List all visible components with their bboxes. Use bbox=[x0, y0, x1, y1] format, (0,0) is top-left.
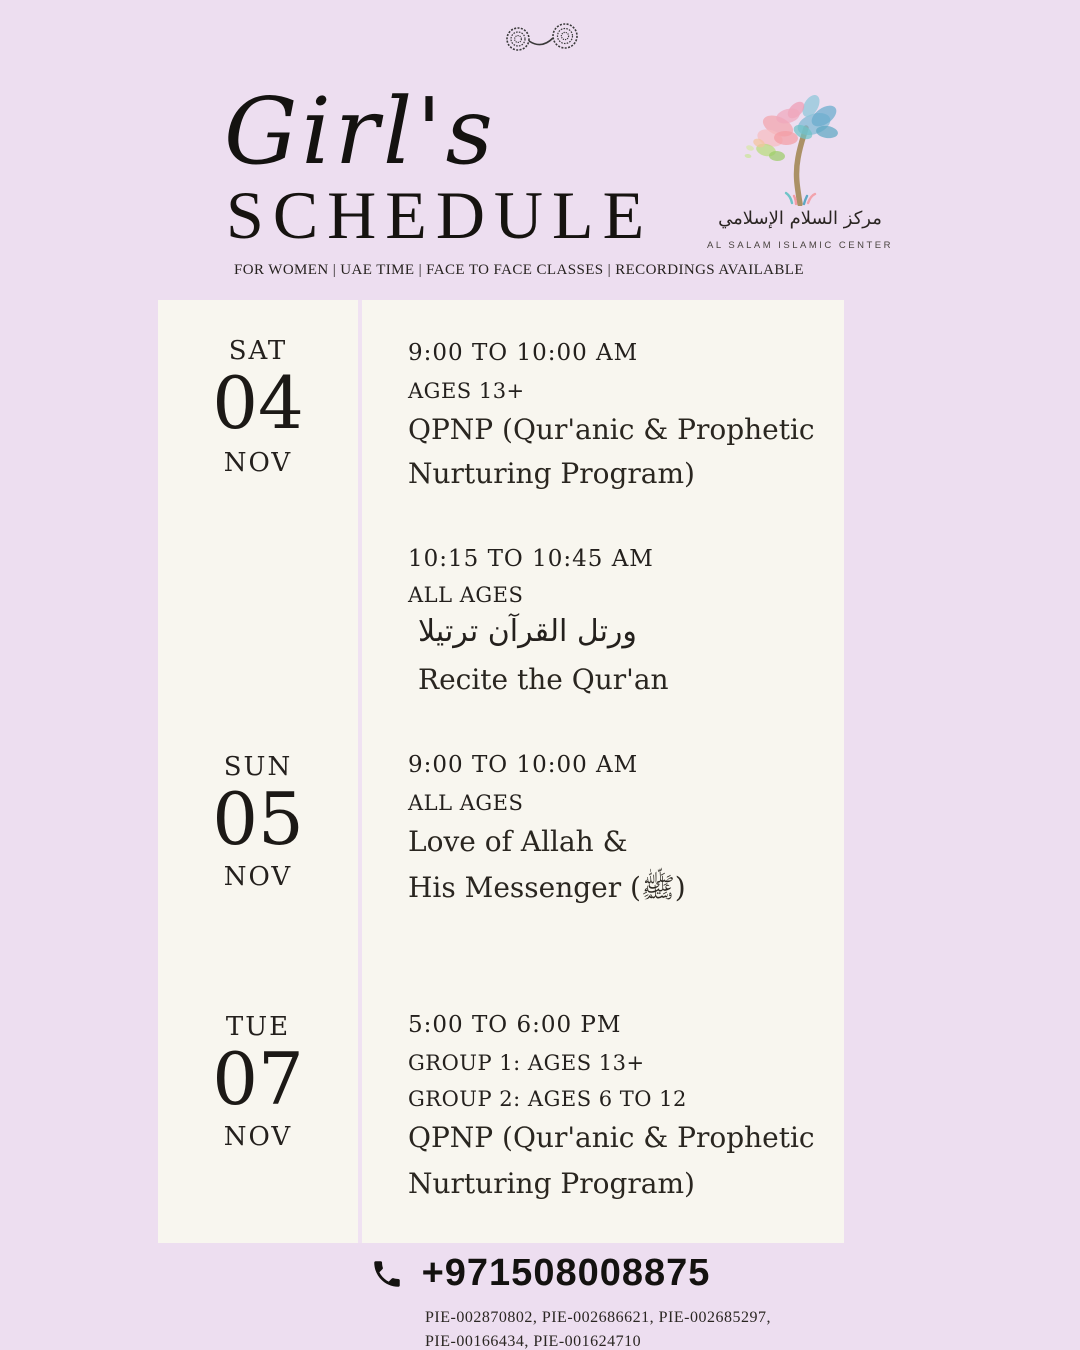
session-time: 10:15 TO 10:45 AM bbox=[408, 546, 654, 572]
session-title: His Messenger (ﷺ) bbox=[408, 871, 686, 904]
calligraphy-divider-icon bbox=[472, 14, 608, 64]
day-number: 05 bbox=[212, 777, 304, 861]
session-audience: AGES 13+ bbox=[408, 379, 525, 403]
day-month: NOV bbox=[223, 862, 293, 892]
phone-row bbox=[0, 1252, 1080, 1295]
schedule-card bbox=[158, 300, 844, 1243]
phone-icon bbox=[370, 1257, 404, 1291]
session-time: 5:00 TO 6:00 PM bbox=[408, 1012, 622, 1038]
permit-line: PIE-00166434, PIE-001624710 bbox=[425, 1332, 642, 1350]
session-title-arabic: ورتل القرآن ترتيلا bbox=[418, 614, 637, 649]
page-title: SCHEDULE bbox=[226, 177, 654, 253]
day-number: 04 bbox=[212, 361, 304, 445]
day-month: NOV bbox=[223, 1122, 293, 1152]
session-audience: GROUP 2: AGES 6 TO 12 bbox=[408, 1087, 687, 1111]
day-weekday: SUN bbox=[223, 752, 293, 782]
day-month: NOV bbox=[223, 448, 293, 478]
day-weekday: SAT bbox=[228, 336, 288, 366]
session-audience: ALL AGES bbox=[408, 791, 524, 815]
logo-english-name: AL SALAM ISLAMIC CENTER bbox=[707, 240, 893, 251]
phone-number: +971508008875 bbox=[421, 1252, 711, 1294]
session-title: QPNP (Qur'anic & Prophetic bbox=[408, 413, 815, 446]
card-divider bbox=[358, 300, 362, 1243]
session-audience: GROUP 1: AGES 13+ bbox=[408, 1051, 645, 1075]
session-title: QPNP (Qur'anic & Prophetic bbox=[408, 1121, 815, 1154]
permit-numbers bbox=[425, 1306, 771, 1350]
title-script: Girl's bbox=[224, 78, 497, 185]
pastel-tree-logo-icon bbox=[740, 88, 860, 210]
day-weekday: TUE bbox=[225, 1012, 291, 1042]
logo-arabic-name: مركز السلام الإسلامي bbox=[718, 208, 882, 229]
session-title: Recite the Qur'an bbox=[418, 663, 669, 696]
session-title: Nurturing Program) bbox=[408, 457, 695, 490]
session-title: Love of Allah & bbox=[408, 825, 628, 858]
permit-line: PIE-002870802, PIE-002686621, PIE-002685297, bbox=[425, 1309, 771, 1326]
session-time: 9:00 TO 10:00 AM bbox=[408, 340, 639, 366]
session-time: 9:00 TO 10:00 AM bbox=[408, 752, 639, 778]
session-audience: ALL AGES bbox=[408, 583, 524, 607]
day-number: 07 bbox=[212, 1037, 304, 1121]
session-title: Nurturing Program) bbox=[408, 1167, 695, 1200]
subtitle: FOR WOMEN | UAE TIME | FACE TO FACE CLASSES | RECORDINGS AVAILABLE bbox=[234, 262, 804, 278]
